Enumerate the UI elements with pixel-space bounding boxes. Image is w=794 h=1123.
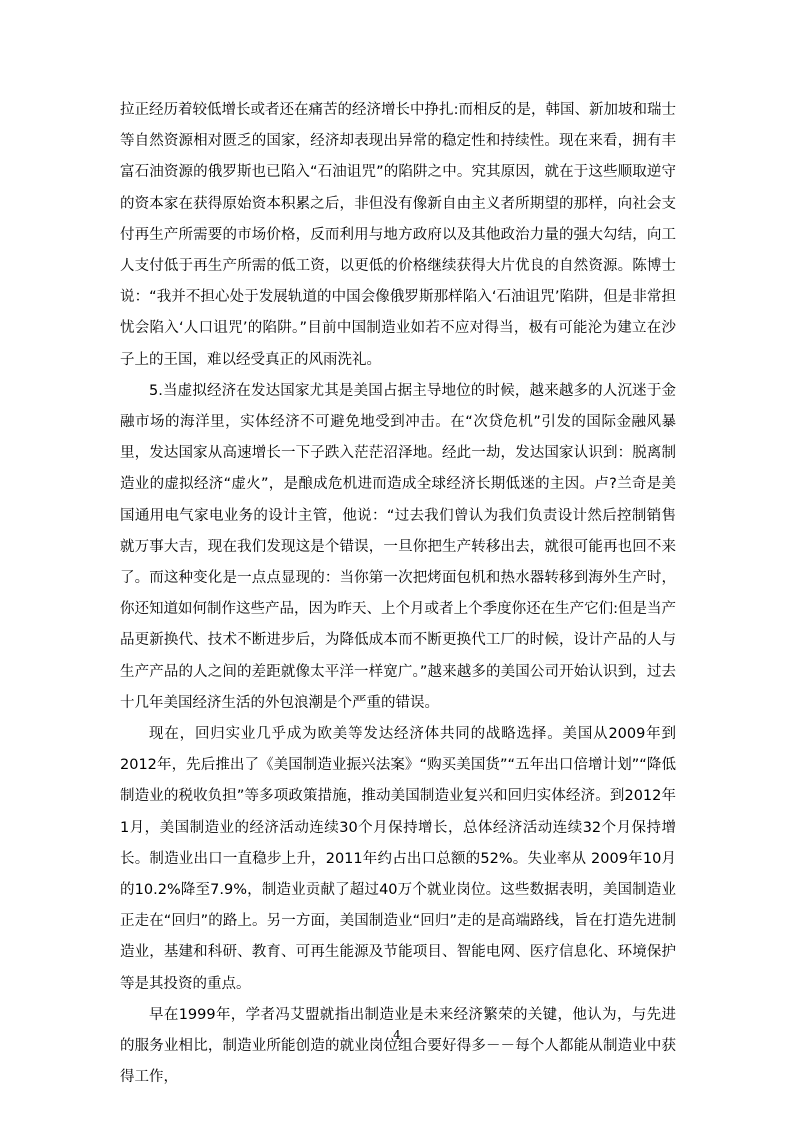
paragraph-manufacturing-key: 早在1999年，学者冯艾盟就指出制造业是未来经济繁荣的关键，他认为，与先进的服务业相比，制造业所能创造的就业岗位组合要好得多－－每个人都能从制造业中获得工作， [120, 1006, 676, 1086]
paragraph-virtual-economy: 5.当虚拟经济在发达国家尤其是美国占据主导地位的时候，越来越多的人沉迷于金融市场的海洋里，实体经济不可避免地受到冲击。在“次贷危机”引发的国际金融风暴里，发达国家从高速增长一下子跌入茫茫沼泽地。经此一劫，发达国家认识到：脱离制造业的虚拟经济“虚火”，是酿成危机进而造成全球经济长期低迷的主因。卢?兰奇是美国通用电气家电业务的设计主管，他说：“过去我们曾认为我们负责设计然后控制销售就万事大吉，现在我们发现这是个错误，一旦你把生产转移出去，就很可能再也回不来了。而这种变化是一点点显现的：当你第一次把烤面包机和热水器转移到海外生产时，你还知道如何制作这些产品，因为昨天、上个月或者上个季度你还在生产它们:但是当产品更新换代、技术不断进步后，为降低成本而不断更换代工厂的时候，设计产品的人与生产产品的人之间的差距就像太平洋一样宽广。”越来越多的美国公司开始认识到，过去十几年美国经济生活的外包浪潮是个严重的错误。 [120, 382, 676, 711]
paragraph-continued: 拉正经历着较低增长或者还在痛苦的经济增长中挣扎:而相反的是，韩国、新加坡和瑞士等自然资源相对匮乏的国家，经济却表现出异常的稳定性和持续性。现在来看，拥有丰富石油资源的俄罗斯也已陷入“石油诅咒”的陷阱之中。究其原因，就在于这些顺取逆守的资本家在获得原始资本积累之后，非但没有像新自由主义者所期望的那样，向社会支付再生产所需要的市场价格，反而利用与地方政府以及其他政治力量的强大勾结，向工人支付低于再生产所需的低工资，以更低的价格继续获得大片优良的自然资源。陈博士说：“我并不担心处于发展轨道的中国会像俄罗斯那样陷入‘石油诅咒’陷阱，但是非常担忧会陷入‘人口诅咒’的陷阱。”目前中国制造业如若不应对得当，极有可能沦为建立在沙子上的王国，难以经受真正的风雨洗礼。 [120, 102, 676, 368]
page-number: 4 [393, 1028, 401, 1042]
paragraph-return-to-industry: 现在，回归实业几乎成为欧美等发达经济体共同的战略选择。美国从2009年到2012年，先后推出了《美国制造业振兴法案》“购买美国货”“五年出口倍增计划”“降低制造业的税收负担”等多项政策措施，推动美国制造业复兴和回归实体经济。到2012年1月，美国制造业的经济活动连续30个月保持增长，总体经济活动连续32个月保持增长。制造业出口一直稳步上升，2011年约占出口总额的52%。失业率从 2009年10月的10.2%降至7.9%，制造业贡献了超过40万个就业岗位。这些数据表明，美国制造业正走在“回归”的路上。另一方面，美国制造业“回归”走的是高端路线，旨在打造先进制造业，基建和科研、教育、可再生能源及节能项目、智能电网、医疗信息化、环境保护等是其投资的重点。 [120, 726, 676, 992]
body-text [120, 95, 676, 1094]
